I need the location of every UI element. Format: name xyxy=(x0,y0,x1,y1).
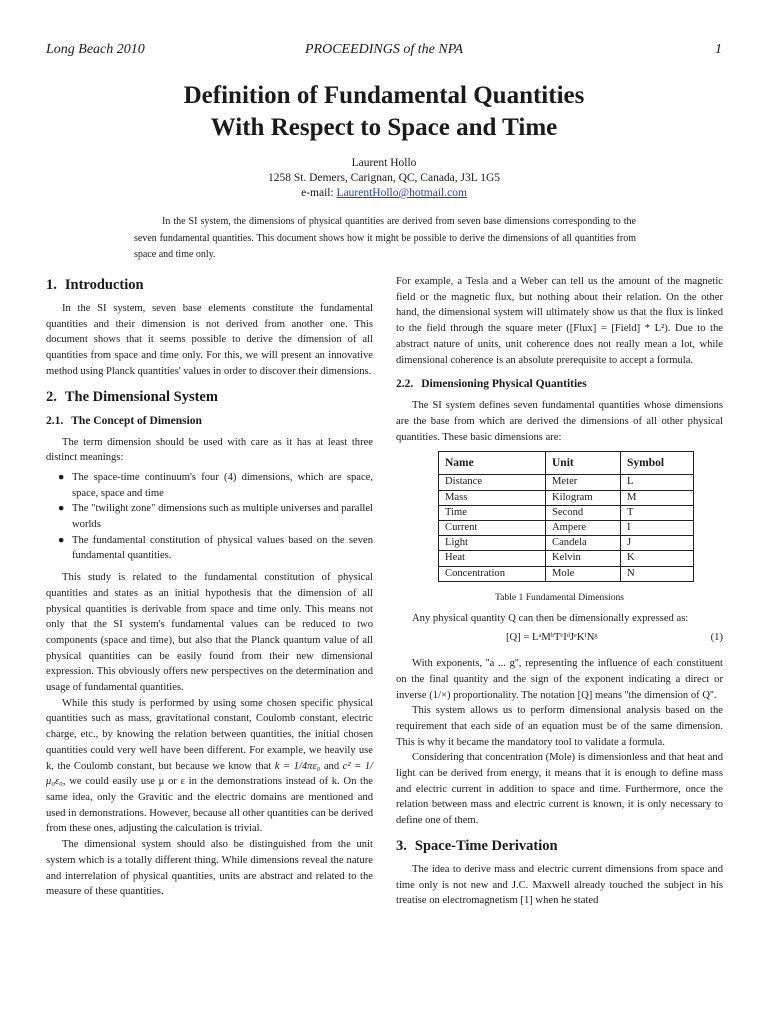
table-row xyxy=(439,536,694,551)
table-header: Symbol xyxy=(621,452,694,475)
section-title: The Dimensional System xyxy=(64,388,218,405)
paragraph: Any physical quantity Q can then be dimensionally expressed as: xyxy=(412,613,689,625)
table-cell: Mass xyxy=(439,490,546,505)
author-address: 1258 St. Demers, Carignan, QC, Canada, J3L 1G5 xyxy=(267,172,501,184)
table-row xyxy=(439,475,694,490)
table-cell: Candela xyxy=(546,536,621,551)
paper-title xyxy=(46,80,722,144)
paragraph: The idea to derive mass and electric current dimensions from space and time only is not new and J.C. Maxwell already touched the subject in his treatise on electromagnetism [1] when he stated xyxy=(396,863,723,907)
paragraph: This study is related to the fundamental constitution of physical quantities and states as an initial hypothesis that the dimension of all physical quantities is derivable from space and time only. This means not only that the SI system's fundamental values can be reduced to two components (space and time), but also that the Planck quantum value of all physical quantities can be easily found from their new dimensional expression. This obviously offers new perspectives on the determination and usage of fundamental quantities. xyxy=(46,572,373,694)
list-item-text: The fundamental constitution of physical values based on the seven fundamental quantities. xyxy=(72,534,373,562)
list-item xyxy=(58,533,373,564)
table-header-row xyxy=(439,452,694,475)
email-prefix: e-mail: xyxy=(301,187,337,199)
inline-equation: k = 1/4πε₀ xyxy=(274,760,321,772)
header-conference: Long Beach 2010 xyxy=(46,42,145,57)
section-number: 3. xyxy=(396,837,407,854)
email-link[interactable]: LaurentHollo@hotmail.com xyxy=(336,187,467,199)
paragraph: The dimensional system should also be distinguished from the unit system which is a totally different thing. While dimensions reveal the nature and interrelation of physical quantities, units are abstract and related to the measure of these quantities. xyxy=(46,839,373,898)
table-header: Unit xyxy=(546,452,621,475)
right-column xyxy=(396,274,723,909)
subsection-heading-concept-of-dimension xyxy=(46,413,373,429)
paragraph-with-math xyxy=(46,696,373,837)
author-email-line xyxy=(46,186,722,201)
list-item xyxy=(58,501,373,532)
bullet-icon: ● xyxy=(58,471,65,483)
title-line-1: Definition of Fundamental Quantities xyxy=(183,82,585,109)
left-column xyxy=(46,274,373,900)
table-caption: Table 1 Fundamental Dimensions xyxy=(494,591,625,603)
table-row xyxy=(439,520,694,535)
list-item-text: The space-time continuum's four (4) dimensions, which are space, space, space and time xyxy=(72,471,373,499)
equation-number: (1) xyxy=(710,632,723,644)
abstract: In the SI system, the dimensions of physical quantities are derived from seven base dimensions corresponding to the seven fundamental quantities. This document shows how it might be possible to derive the dimensions of all quantities from space and time only. xyxy=(134,216,636,260)
subsection-number: 2.1. xyxy=(46,414,64,427)
paragraph-text: , we could easily use μ or ε in the demonstrations instead of k. On the same idea, only the Gravitic and the electric domains are mentioned and used in demonstrations. However, because all other quantities can be derived from these ones, adjusting the calculation is trivial. xyxy=(46,776,373,835)
subsection-title: Dimensioning Physical Quantities xyxy=(421,378,587,391)
table-cell: Heat xyxy=(439,551,546,566)
header-proceedings: PROCEEDINGS of the NPA xyxy=(304,42,463,57)
table-cell: M xyxy=(621,490,694,505)
table-row xyxy=(439,505,694,520)
paragraph-text: While this study is performed by using some chosen specific physical quantities such as mass, gravitational constant, Coulomb constant, electric charge, etc., by knowing the relation between quantities, the initial chosen quantities could very well have been different. For example, we heavily use k, the Coulomb constant, but because we know that xyxy=(46,697,373,772)
running-header xyxy=(46,42,722,62)
table-cell: Current xyxy=(439,520,546,535)
title-block xyxy=(46,80,722,201)
section-heading-dimensional-system xyxy=(46,388,373,406)
paragraph: For example, a Tesla and a Weber can tell us the amount of the magnetic field or the magnetic flux, but nothing about their relation. On the other hand, the dimensional system will ultimately show us that the flux is linked to the field through the square meter ([Flux] = [Field] * L²). Due to the abstract nature of units, unit coherence does not really mean a lot, while dimensional coherence is an absolute prerequisite to accept a formula. xyxy=(396,276,723,366)
table-row xyxy=(439,490,694,505)
paragraph: This system allows us to perform dimensional analysis based on the requirement that each side of an equation must be of the same dimension. This is why it became the mandatory tool to validate a formula. xyxy=(396,705,723,748)
table-cell: J xyxy=(621,536,694,551)
table-cell: T xyxy=(621,505,694,520)
table-cell: Light xyxy=(439,536,546,551)
bullet-icon: ● xyxy=(58,503,65,515)
table-cell: Distance xyxy=(439,475,546,490)
title-line-2: With Respect to Space and Time xyxy=(210,114,558,141)
table-cell: L xyxy=(621,475,694,490)
bullet-list xyxy=(46,470,373,564)
table-cell: Kelvin xyxy=(546,551,621,566)
list-item xyxy=(58,470,373,501)
fundamental-dimensions-table xyxy=(438,451,694,581)
section-heading-introduction xyxy=(46,276,373,294)
section-title: Space-Time Derivation xyxy=(414,837,558,854)
table-cell: Second xyxy=(546,505,621,520)
paragraph: Considering that concentration (Mole) is dimensionless and that heat and light can be derived from energy, it means that it is enough to define mass and electric current in addition to space and time. Furthermore, once the relation between mass and electric current is known, it is only necessary to define one of them. xyxy=(396,752,723,827)
inline-equation: c² = 1/μ₀ε₀ xyxy=(46,760,373,788)
author-name: Laurent Hollo xyxy=(351,157,417,169)
table-header: Name xyxy=(439,452,546,475)
table-cell: Time xyxy=(439,505,546,520)
equation-body: [Q] = LᵃMᵇTᶜIᵈJᵉKᶠNᵍ xyxy=(506,632,598,644)
table-cell: K xyxy=(621,551,694,566)
subsection-title: The Concept of Dimension xyxy=(71,414,202,427)
subsection-heading-dimensioning xyxy=(396,376,723,392)
section-title: Introduction xyxy=(64,277,144,293)
paragraph: The term dimension should be used with care as it has at least three distinct meanings: xyxy=(46,436,373,464)
section-number: 1. xyxy=(46,277,57,293)
paragraph-text: and xyxy=(323,760,340,772)
paragraph: The SI system defines seven fundamental quantities whose dimensions are the base from which are derived the dimensions of all other physical quantities. These basic dimensions are: xyxy=(396,400,723,443)
table-cell: I xyxy=(621,520,694,535)
table-cell: N xyxy=(621,566,694,581)
table-cell: Ampere xyxy=(546,520,621,535)
section-heading-space-time-derivation xyxy=(396,837,723,855)
section-number: 2. xyxy=(46,388,57,405)
list-item-text: The "twilight zone" dimensions such as multiple universes and parallel worlds xyxy=(72,503,373,531)
table-row xyxy=(439,566,694,581)
table-cell: Kilogram xyxy=(546,490,621,505)
table-cell: Meter xyxy=(546,475,621,490)
page-number: 1 xyxy=(715,42,722,57)
paragraph: With exponents, ''a ... g'', representing the influence of each constituent on the final quantity and the sign of the exponent indicating a direct or inverse (1/×) proportionality. The notation [Q] means ''the dimension of Q''. xyxy=(396,658,723,701)
bullet-icon: ● xyxy=(58,534,65,546)
table-cell: Mole xyxy=(546,566,621,581)
subsection-number: 2.2. xyxy=(396,378,414,391)
equation-1 xyxy=(396,630,723,648)
paragraph: In the SI system, seven base elements constitute the fundamental quantities and their dimension is not derived from another one. This document shows that it seems possible to derive the dimension of all quantities from space and time only. For this, we will present an innovative method using Planck quantities' values in order to discover their dimensions. xyxy=(46,303,373,377)
table-cell: Concentration xyxy=(439,566,546,581)
table-row xyxy=(439,551,694,566)
